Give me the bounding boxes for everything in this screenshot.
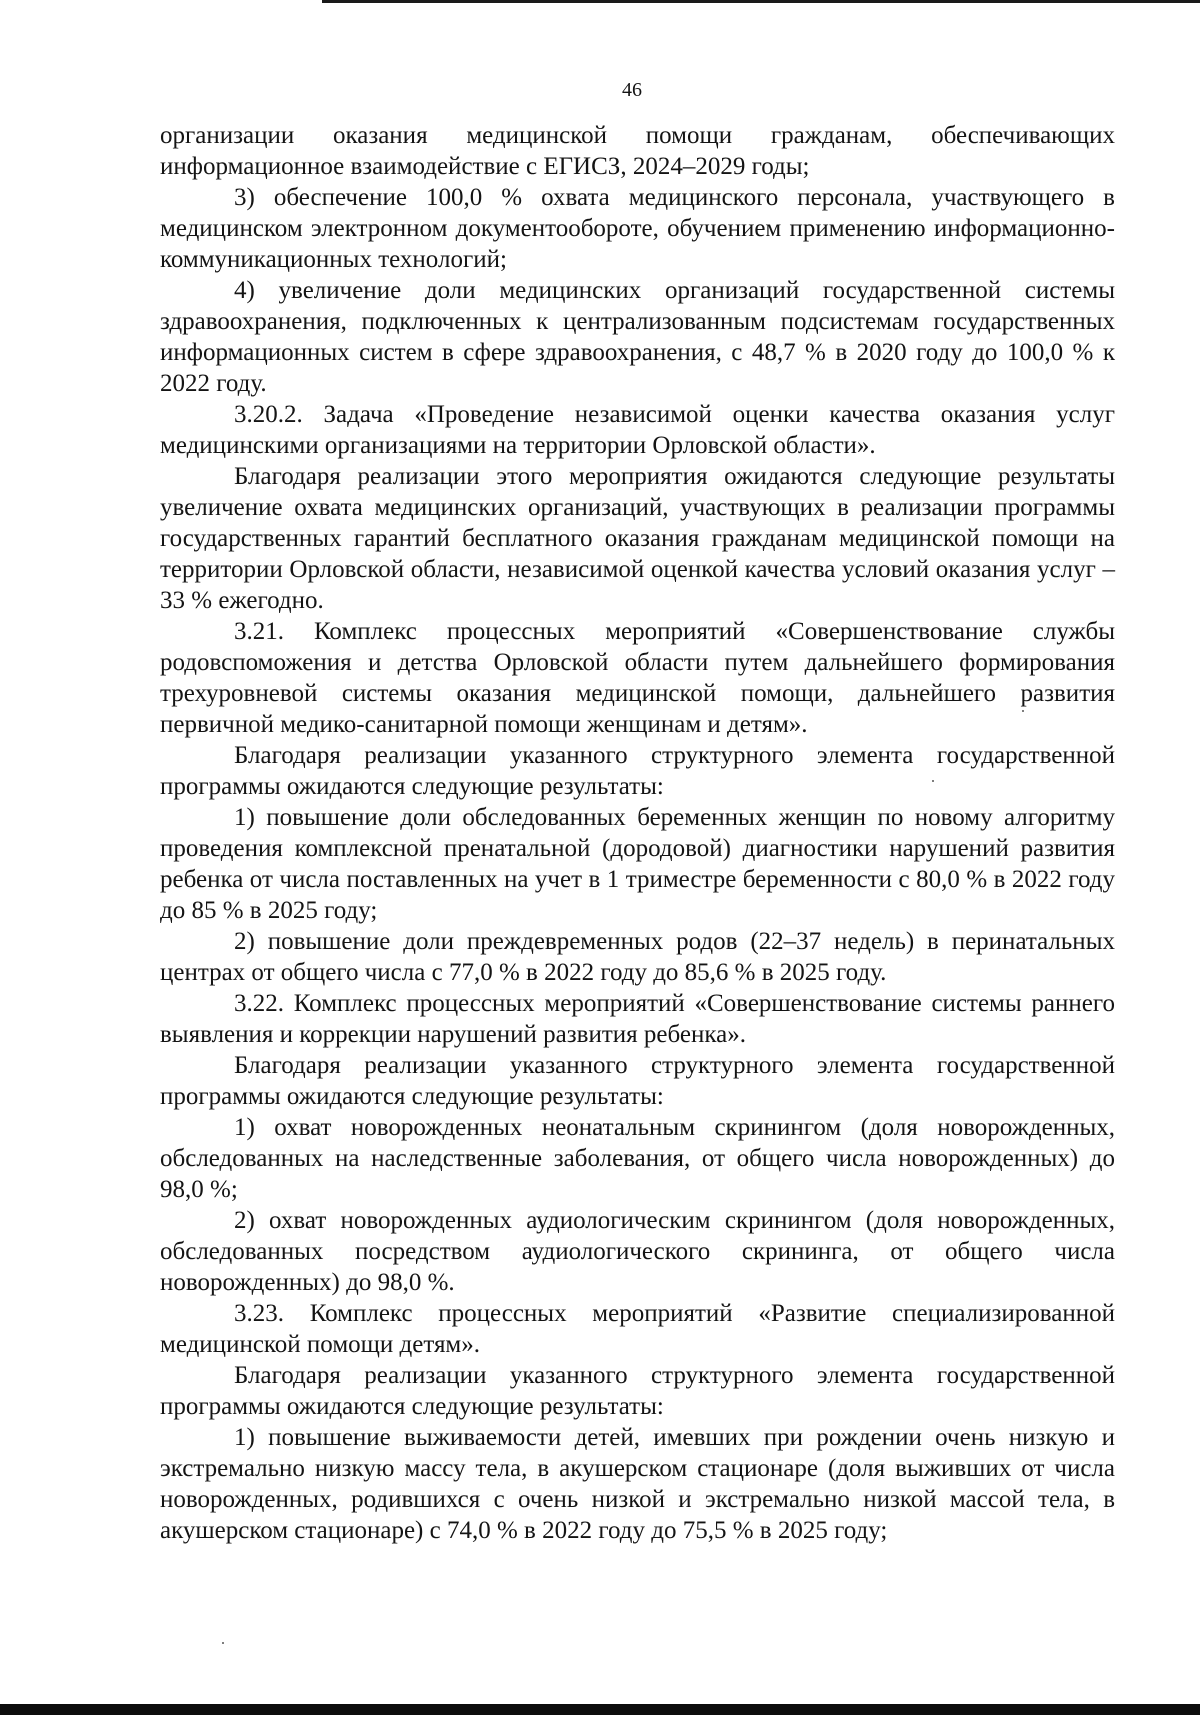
page-number: 46	[622, 79, 642, 101]
document-body	[160, 120, 1115, 1546]
paragraph: 2) охват новорожденных аудиологическим скринингом (доля новорожденных, обследованных посредством аудиологического скрининга, от общего числа новорожденных) до 98,0 %.	[160, 1207, 1115, 1296]
paragraph: 1) охват новорожденных неонатальным скринингом (доля новорожденных, обследованных на наследственные заболевания, от общего числа новорожденных) до 98,0 %;	[160, 1114, 1115, 1203]
paragraph: Благодаря реализации указанного структурного элемента государственной программы ожидаются следующие результаты:	[160, 1362, 1115, 1420]
paragraph: 2) повышение доли преждевременных родов (22–37 недель) в перинатальных центрах от общего числа с 77,0 % в 2022 году до 85,6 % в 2025 году.	[160, 928, 1115, 986]
paragraph: организации оказания медицинской помощи гражданам, обеспечивающих информационное взаимодействие с ЕГИСЗ, 2024–2029 годы;	[160, 122, 1115, 180]
scan-edge-top	[322, 0, 1200, 3]
section-heading: 3.20.2. Задача «Проведение независимой оценки качества оказания услуг медицинскими организациями на территории Орловской области».	[160, 401, 1115, 459]
section-heading: 3.22. Комплекс процессных мероприятий «Совершенствование системы раннего выявления и коррекции нарушений развития ребенка».	[160, 990, 1115, 1048]
paragraph: Благодаря реализации указанного структурного элемента государственной программы ожидаются следующие результаты:	[160, 1052, 1115, 1110]
paragraph: Благодаря реализации указанного структурного элемента государственной программы ожидаются следующие результаты:	[160, 742, 1115, 800]
scan-edge-bottom	[0, 1704, 1200, 1715]
paragraph: 1) повышение выживаемости детей, имевших при рождении очень низкую и экстремально низкую массу тела, в акушерском стационаре (доля выживших от числа новорожденных, родившихся с очень низкой и экстремально низкой массой тела, в акушерском стационаре) с 74,0 % в 2022 году до 75,5 % в 2025 году;	[160, 1424, 1115, 1544]
scan-speck	[222, 1642, 224, 1644]
paragraph: 1) повышение доли обследованных беременных женщин по новому алгоритму проведения комплексной пренатальной (дородовой) диагностики нарушений развития ребенка от числа поставленных на учет в 1 триместре беременности с 80,0 % в 2022 году до 85 % в 2025 году;	[160, 804, 1115, 924]
paragraph: Благодаря реализации этого мероприятия ожидаются следующие результаты увеличение охвата медицинских организаций, участвующих в реализации программы государственных гарантий бесплатного оказания гражданам медицинской помощи на территории Орловской области, независимой оценкой качества условий оказания услуг – 33 % ежегодно.	[160, 463, 1115, 614]
paragraph: 3) обеспечение 100,0 % охвата медицинского персонала, участвующего в медицинском электронном документообороте, обучением применению информационно-коммуникационных технологий;	[160, 184, 1115, 273]
paragraph: 4) увеличение доли медицинских организаций государственной системы здравоохранения, подключенных к централизованным подсистемам государственных информационных систем в сфере здравоохранения, с 48,7 % в 2020 году до 100,0 % к 2022 году.	[160, 277, 1115, 397]
section-heading: 3.23. Комплекс процессных мероприятий «Развитие специализированной медицинской помощи детям».	[160, 1300, 1115, 1358]
section-heading: 3.21. Комплекс процессных мероприятий «Совершенствование службы родовспоможения и детства Орловской области путем дальнейшего формирования трехуровневой системы оказания медицинской помощи, дальнейшего развития первичной медико-санитарной помощи женщинам и детям».	[160, 618, 1115, 738]
